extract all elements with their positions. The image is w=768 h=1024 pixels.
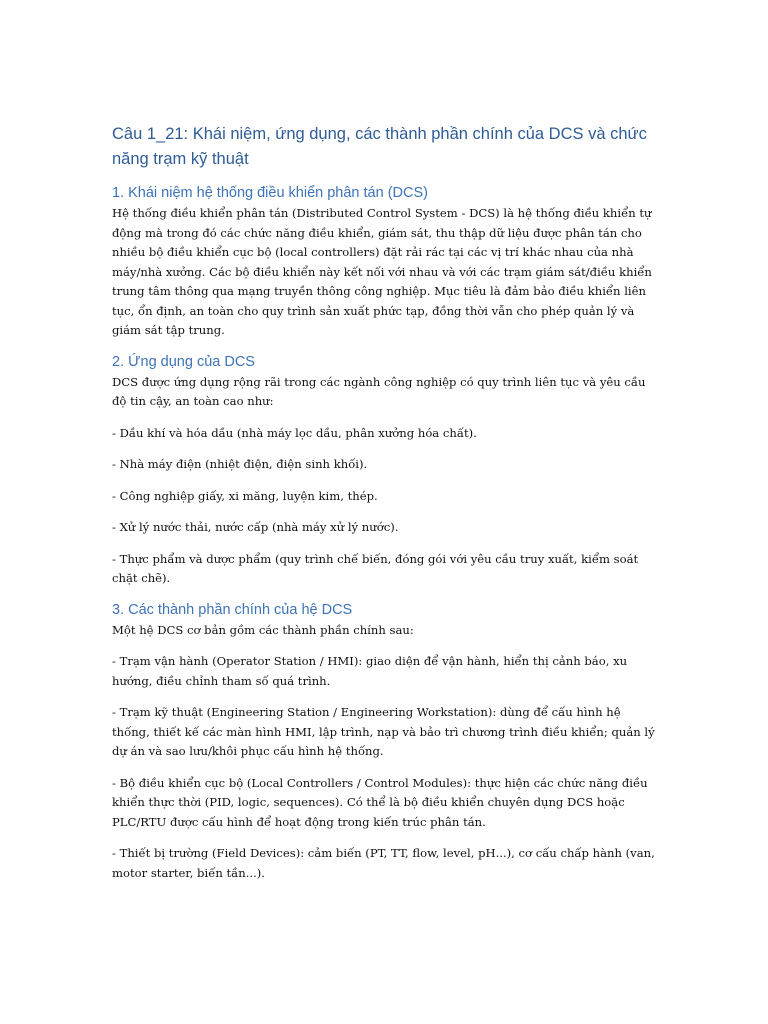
section-heading: 2. Ứng dụng của DCS	[112, 353, 255, 370]
document-title: Câu 1_21: Khái niệm, ứng dụng, các thành phần chính của DCS và chức năng trạm kỹ thuật	[112, 125, 647, 168]
paragraph: DCS được ứng dụng rộng rãi trong các ngành công nghiệp có quy trình liên tục và yêu cầu độ tin cậy, an toàn cao như:	[112, 374, 646, 408]
section-components	[112, 601, 658, 884]
list-item: - Xử lý nước thải, nước cấp (nhà máy xử lý nước).	[112, 520, 399, 534]
list-item: - Trạm vận hành (Operator Station / HMI): giao diện để vận hành, hiển thị cảnh báo, xu hướng, điều chỉnh tham số quá trình.	[112, 654, 628, 688]
paragraph: Hệ thống điều khiển phân tán (Distributed Control System - DCS) là hệ thống điều khiển tự động mà trong đó các chức năng điều khiển, giám sát, thu thập dữ liệu được phân tán cho nhiều bộ điều khiển cục bộ (local controllers) đặt rải rác tại các vị trí khác nhau của nhà máy/nhà xưởng. Các bộ điều khiển này kết nối với nhau và với các trạm giám sát/điều khiển trung tâm thông qua mạng truyền thông công nghiệp. Mục tiêu là đảm bảo điều khiển liên tục, ổn định, an toàn cho quy trình sản xuất phức tạp, đồng thời vẫn cho phép quản lý và giám sát tập trung.	[112, 206, 652, 337]
list-item: - Trạm kỹ thuật (Engineering Station / Engineering Workstation): dùng để cấu hình hệ thống, thiết kế các màn hình HMI, lập trình, nạp và bảo trì chương trình điều khiển; quản lý dự án và sao lưu/khôi phục cấu hình hệ thống.	[112, 705, 655, 758]
document-page	[112, 122, 658, 895]
list-item: - Thiết bị trường (Field Devices): cảm biến (PT, TT, flow, level, pH...), cơ cấu chấp hành (van, motor starter, biến tần...).	[112, 846, 655, 880]
list-item: - Công nghiệp giấy, xi măng, luyện kim, thép.	[112, 488, 378, 503]
list-item: - Dầu khí và hóa dầu (nhà máy lọc dầu, phân xưởng hóa chất).	[112, 425, 477, 440]
section-applications	[112, 353, 658, 589]
paragraph: Một hệ DCS cơ bản gồm các thành phần chính sau:	[112, 622, 414, 637]
list-item: - Bộ điều khiển cục bộ (Local Controllers / Control Modules): thực hiện các chức năng điều khiển thực thời (PID, logic, sequences). Có thể là bộ điều khiển chuyên dụng DCS hoặc PLC/RTU được cấu hình để hoạt động trong kiến trúc phân tán.	[112, 775, 648, 829]
list-item: - Thực phẩm và dược phẩm (quy trình chế biến, đóng gói với yêu cầu truy xuất, kiểm soát chặt chẽ).	[112, 551, 639, 585]
section-heading: 1. Khái niệm hệ thống điều khiển phân tán (DCS)	[112, 185, 428, 201]
section-concept	[112, 184, 658, 341]
list-item: - Nhà máy điện (nhiệt điện, điện sinh khối).	[112, 457, 368, 471]
section-heading: 3. Các thành phần chính của hệ DCS	[112, 601, 353, 618]
